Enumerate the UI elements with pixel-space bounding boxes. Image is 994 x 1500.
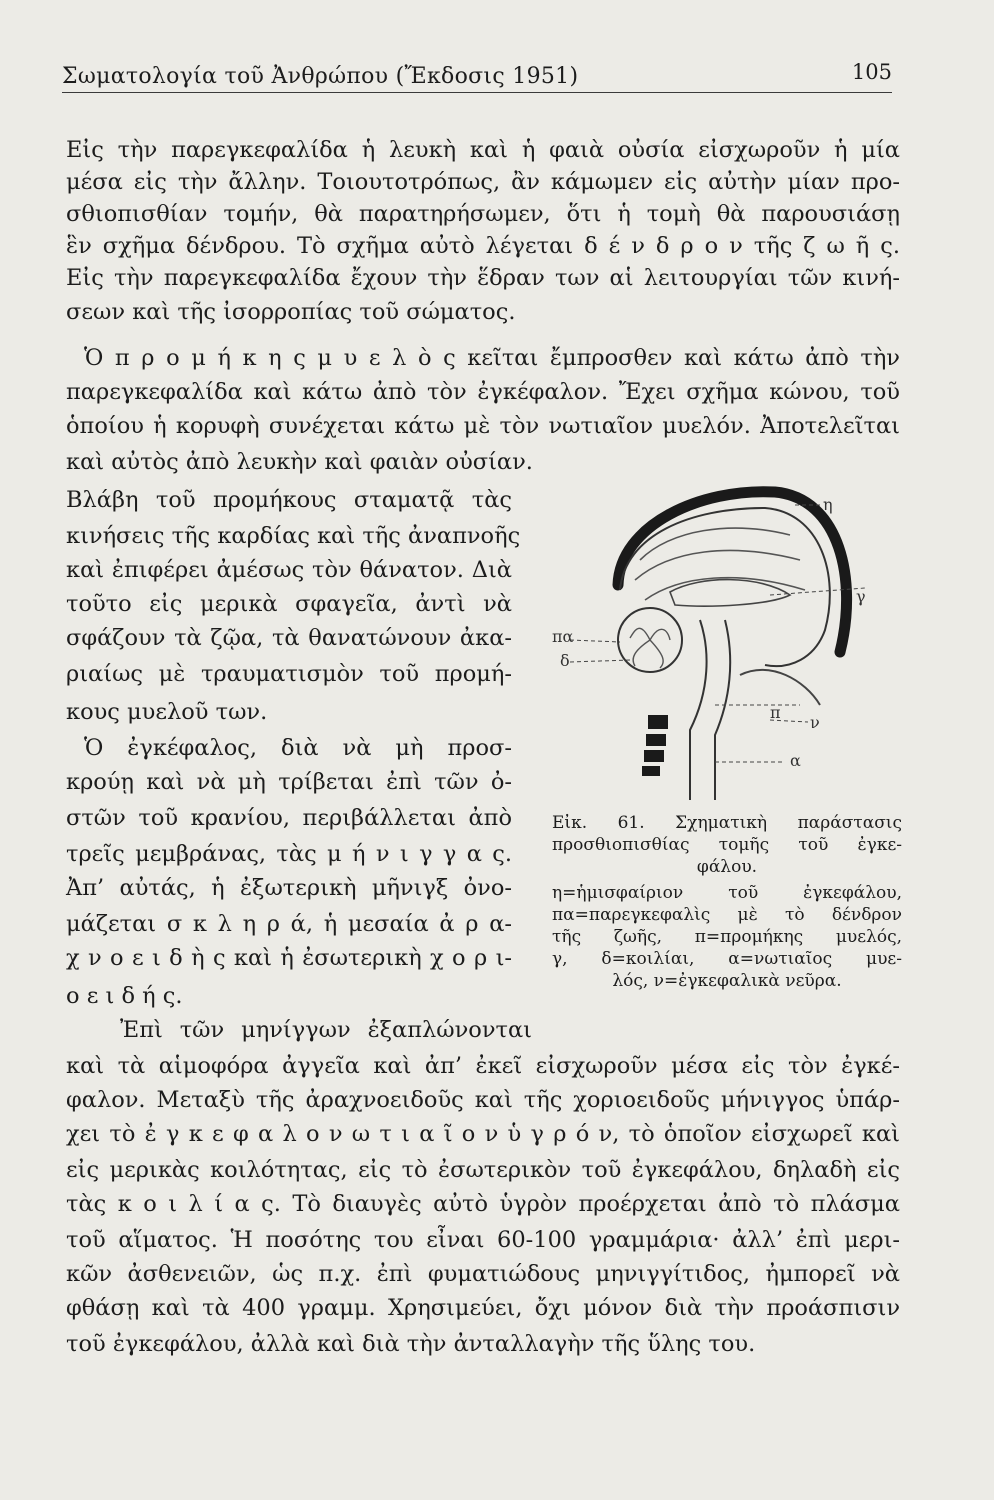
body-line: ο ε ι δ ή ς. [66, 983, 183, 1009]
body-line: φαλον. Μεταξὺ τῆς ἀραχνοειδοῦς καὶ τῆς χοριοειδοῦς μήνιγγος ὑπάρ- [66, 1087, 900, 1113]
body-line: κρούῃ καὶ νὰ μὴ τρίβεται ἐπὶ τῶν ὀ- [66, 769, 512, 795]
body-line: ὁποίου ἡ κορυφὴ συνέχεται κάτω μὲ τὸν νωτιαῖον μυελόν. Ἀποτελεῖται [66, 413, 900, 439]
body-line: καὶ ἐπιφέρει ἀμέσως τὸν θάνατον. Διὰ [66, 557, 512, 583]
caption-line: φάλου. [696, 857, 758, 877]
brain-diagram [540, 480, 870, 805]
legend-line: γ, δ=κοιλίαι, α=νωτιαῖος μυε- [552, 949, 902, 969]
legend-line: η=ἡμισφαίριον τοῦ ἐγκεφάλου, [552, 883, 902, 903]
body-line: χει τὸ ἐ γ κ ε φ α λ ο ν ω τ ι α ῖ ο ν ὑ γ ρ ό ν, τὸ ὁποῖον εἰσχωρεῖ καὶ [66, 1121, 900, 1147]
skull-base [740, 670, 820, 705]
pointer-delta [570, 660, 630, 662]
page-number: 105 [851, 60, 892, 84]
pointer-pa [570, 640, 620, 642]
label-pa: πα [552, 627, 574, 646]
caption-line: Εἰκ. 61. Σχηματικὴ παράστασις [552, 813, 902, 833]
figure-legend [552, 882, 902, 992]
body-line: καὶ αὐτὸς ἀπὸ λευκὴν καὶ φαιὰν οὐσίαν. [66, 449, 533, 475]
body-line: σεων καὶ τῆς ἰσορροπίας τοῦ σώματος. [66, 299, 516, 325]
caption-line: προσθιοπισθίας τομῆς τοῦ ἐγκε- [552, 835, 902, 855]
skull-outline [618, 492, 847, 652]
body-line: μάζεται σ κ λ η ρ ά, ἡ μεσαία ἀ ρ α- [66, 911, 512, 937]
arbor-vitae [630, 628, 670, 668]
header-rule [62, 92, 892, 93]
vertebra [646, 734, 666, 746]
body-line: Ὁ ἐγκέφαλος, διὰ νὰ μὴ προσ- [84, 735, 512, 761]
legend-line: πα=παρεγκεφαλὶς μὲ τὸ δένδρον [552, 905, 902, 925]
label-nu: ν [810, 713, 820, 732]
body-line: κους μυελοῦ των. [66, 699, 268, 725]
label-eta: η [823, 495, 833, 514]
body-line: Ὁ π ρ ο μ ή κ η ς μ υ ε λ ὸ ς κεῖται ἔμπροσθεν καὶ κάτω ἀπὸ τὴν [84, 345, 900, 371]
body-line: τρεῖς μεμβράνας, τὰς μ ή ν ι γ γ α ς. [66, 841, 512, 867]
label-delta: δ [560, 651, 570, 670]
body-line: σφάζουν τὰ ζῷα, τὰ θανατώνουν ἀκα- [66, 625, 512, 651]
body-line: μέσα εἰς τὴν ἄλλην. Τοιουτοτρόπως, ἂν κάμωμεν εἰς αὐτὴν μίαν προ- [66, 169, 900, 195]
body-line: Εἰς τὴν παρεγκεφαλίδα ἡ λευκὴ καὶ ἡ φαιὰ οὐσία εἰσχωροῦν ἡ μία [66, 137, 900, 163]
figure-caption [552, 812, 902, 878]
vertebra [644, 750, 664, 762]
body-line: σθιοπισθίαν τομήν, θὰ παρατηρήσωμεν, ὅτι ἡ τομὴ θὰ παρουσιάσῃ [66, 201, 900, 227]
body-line: παρεγκεφαλίδα καὶ κάτω ἀπὸ τὸν ἐγκέφαλον. Ἔχει σχῆμα κώνου, τοῦ [66, 379, 900, 405]
ventricle-shape [670, 580, 790, 607]
vertebra [648, 715, 668, 729]
body-line: τοῦ αἵματος. Ἡ ποσότης του εἶναι 60-100 γραμμάρια· ἀλλ’ ἐπὶ μερι- [66, 1227, 900, 1253]
legend-line: λός, ν=ἐγκεφαλικὰ νεῦρα. [612, 971, 842, 991]
body-line: κῶν ἀσθενειῶν, ὡς π.χ. ἐπὶ φυματιώδους μηνιγγίτιδος, ἠμπορεῖ νὰ [66, 1261, 900, 1287]
body-line: χ ν ο ε ι δ ὴ ς καὶ ἡ ἐσωτερικὴ χ ο ρ ι- [66, 945, 512, 971]
body-line: Ἀπ’ αὐτάς, ἡ ἐξωτερικὴ μῆνιγξ ὀνο- [66, 875, 512, 901]
body-line: Εἰς τὴν παρεγκεφαλίδα ἔχουν τὴν ἕδραν των αἱ λειτουργίαι τῶν κινή- [66, 265, 900, 291]
body-line: εἰς μερικὰς κοιλότητας, εἰς τὸ ἐσωτερικὸν τοῦ ἐγκεφάλου, δηλαδὴ εἰς [66, 1157, 900, 1183]
body-line: τοῦ ἐγκεφάλου, ἀλλὰ καὶ διὰ τὴν ἀνταλλαγὴν τῆς ὕλης του. [66, 1331, 756, 1357]
brain-stem [690, 620, 730, 800]
body-line: Ἐπὶ τῶν μηνίγγων ἐξαπλώνονται [120, 1017, 532, 1043]
page-header [62, 60, 892, 90]
label-alpha: α [790, 751, 801, 770]
body-line: καὶ τὰ αἱμοφόρα ἀγγεῖα καὶ ἀπ’ ἐκεῖ εἰσχωροῦν μέσα εἰς τὸν ἐγκέ- [66, 1053, 900, 1079]
brain-section-figure [540, 480, 870, 805]
body-line: ριαίως μὲ τραυματισμὸν τοῦ προμή- [66, 661, 512, 687]
label-pi: π [770, 703, 781, 722]
running-title: Σωματολογία τοῦ Ἀνθρώπου (Ἔκδοσις 1951) [62, 64, 579, 89]
body-line: Βλάβη τοῦ προμήκους σταματᾷ τὰς [66, 487, 512, 513]
body-line: στῶν τοῦ κρανίου, περιβάλλεται ἀπὸ [66, 805, 512, 831]
body-line: τὰς κ ο ι λ ί α ς. Τὸ διαυγὲς αὐτὸ ὑγρὸν προέρχεται ἀπὸ τὸ πλάσμα [66, 1191, 900, 1217]
body-line: κινήσεις τῆς καρδίας καὶ τῆς ἀναπνοῆς [66, 523, 521, 549]
vertebra [642, 766, 660, 776]
label-gamma: γ [856, 587, 866, 606]
body-line: τοῦτο εἰς μερικὰ σφαγεῖα, ἀντὶ νὰ [66, 591, 512, 617]
body-line: ἓν σχῆμα δένδρου. Τὸ σχῆμα αὐτὸ λέγεται δ έ ν δ ρ ο ν τῆς ζ ω ῆ ς. [66, 233, 900, 259]
legend-line: τῆς ζωῆς, π=προμήκης μυελός, [552, 927, 902, 947]
body-line: φθάσῃ καὶ τὰ 400 γραμμ. Χρησιμεύει, ὄχι μόνον διὰ τὴν προάσπισιν [66, 1295, 900, 1321]
